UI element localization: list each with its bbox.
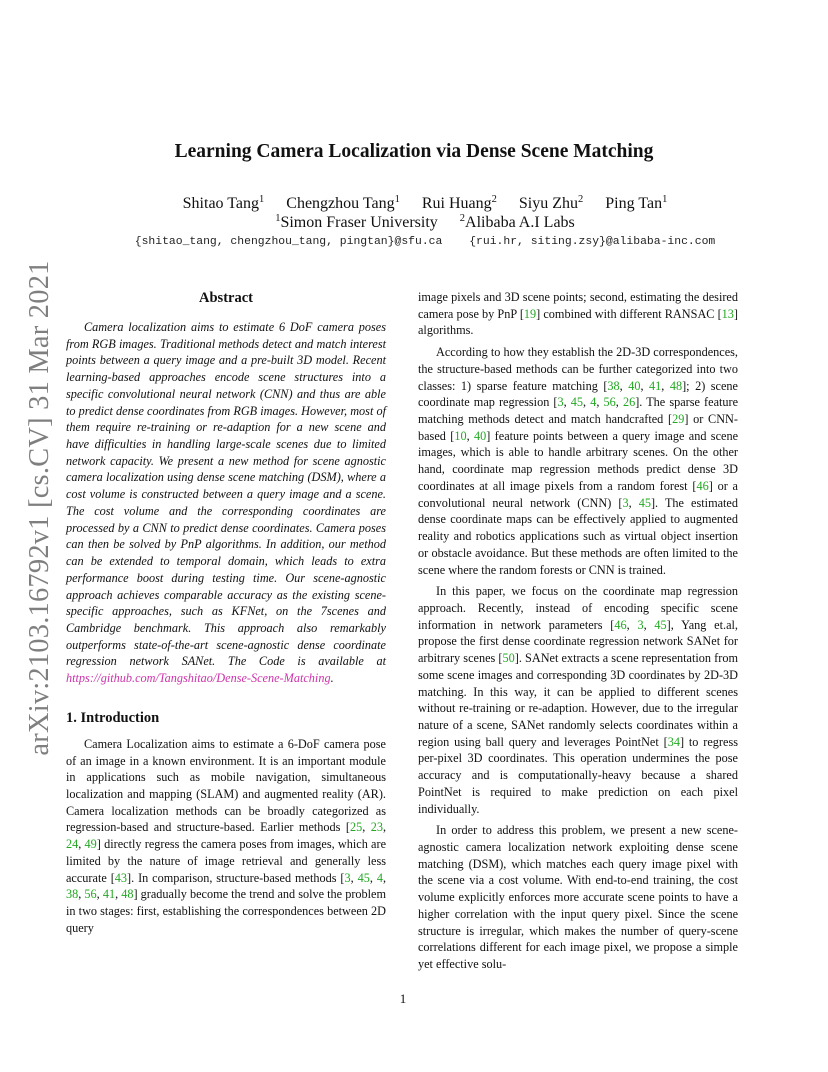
citation-link[interactable]: 24 bbox=[66, 837, 79, 852]
author: Ping Tan$^1$ bbox=[605, 194, 668, 212]
citation-link[interactable]: 49 bbox=[84, 837, 97, 852]
body-paragraph: According to how they establish the 2D-3D correspondences, the structure-based methods can be further categorized into two classes: 1) sparse feature matching [38, 40, 41, 48]; 2) scene coordinate map regression [3, 45, 4, 56, 26]. The sparse feature matching methods detect and match handcrafted [29] or CNN-based [10, 40] feature points between a query image and scene images, which is able to handle arbitrary scenes. On the other hand, coordinate map regression methods predict dense 3D coordinates at all image pixels from a random forest [46] or a convolutional neural network (CNN) [3, 45]. The estimated dense coordinate maps can be effectively applied to augmented reality and robotics applications such as virtual object insertion or obstacle avoidance. But these methods are often limited to the scene where the random forests or CNN is trained. bbox=[418, 345, 739, 577]
citation-link[interactable]: 50 bbox=[502, 651, 515, 666]
affiliation-list bbox=[0, 214, 828, 232]
citation-link[interactable]: 45 bbox=[357, 870, 370, 885]
citation-link[interactable]: 29 bbox=[672, 412, 685, 427]
author-list bbox=[0, 195, 828, 213]
citation-link[interactable]: 4 bbox=[376, 870, 383, 885]
email-list bbox=[0, 236, 828, 248]
arxiv-identifier: arXiv:2103.16792v1 [cs.CV] 31 Mar 2021 bbox=[24, 260, 55, 756]
citation-link[interactable]: 45 bbox=[654, 617, 667, 632]
citation-link[interactable]: 26 bbox=[622, 395, 636, 410]
citation-link[interactable]: 38 bbox=[607, 378, 620, 393]
citation-link[interactable]: 45 bbox=[570, 395, 584, 410]
citation-link[interactable]: 46 bbox=[696, 478, 709, 493]
citation-link[interactable]: 41 bbox=[649, 378, 662, 393]
citation-link[interactable]: 3 bbox=[622, 495, 629, 510]
abstract-heading: Abstract bbox=[199, 290, 253, 306]
citation-link[interactable]: 38 bbox=[66, 887, 79, 902]
author: Siyu Zhu$^2$ bbox=[518, 194, 584, 212]
citation-link[interactable]: 40 bbox=[628, 378, 641, 393]
citation-link[interactable]: 48 bbox=[121, 887, 134, 902]
body-paragraph: In this paper, we focus on the coordinate map regression approach. Recently, instead of encoding specific scene information in network parameters [46, 3, 45], Yang et.al, propose the first dense coordinate regression network SANet for arbitrary scenes [50]. SANet extracts a scene representation from some scene images and corresponding 3D coordinates by 2D-3D matching. In this way, it can be applied to different scenes without re-training or re-adaption. However, due to the irregular nature of a scene, SANet randomly selects coordinates within a region using ball query and leverages PointNet [34] to regress per-pixel 3D coordinates. This operation undermines the pose accuracy and is computationally-heavy because a shared PointNet is required to make prediction on each pixel individually. bbox=[418, 584, 738, 816]
intro-paragraph: Camera Localization aims to estimate a 6-DoF camera pose of an image in a known environment. It is an important module in applications such as mobile navigation, simultaneous localization and mapping (SLAM) and augmented reality (AR). Camera localization methods can be broadly categorized as regression-based and structure-based. Earlier methods [25, 23, 24, 49] directly regress the camera poses from images, which are limited by the nature of image retrieval and generally less accurate [43]. In comparison, structure-based methods [3, 45, 4, 38, 56, 41, 48] gradually become the trend and solve the problem in two stages: first, establishing the correspondences between 2D query bbox=[66, 736, 387, 935]
email-alibaba: {rui.hr, siting.zsy}@alibaba-inc.com bbox=[469, 236, 716, 248]
citation-link[interactable]: 43 bbox=[114, 870, 128, 885]
affiliation: $^2$Alibaba A.I Labs bbox=[459, 213, 575, 231]
citation-link[interactable]: 41 bbox=[102, 887, 116, 902]
abstract-text: Camera localization aims to estimate 6 DoF camera poses from RGB images. Traditional methods detect and match interest points between a query image and a pre-built 3D model. Recent learning-based approaches encode scene structures into a specific convolutional neural network (CNN) and thus are able to predict dense coordinates from RGB images. However, most of them require re-training or re-adaption for a new scene and have difficulties in handling large-scale scenes due to limited network capacity. We present a new method for scene agnostic camera localization using dense scene matching (DSM), where a cost volume is constructed between a query image and a scene. The cost volume and the corresponding coordinates are processed by a CNN to predict dense coordinates. Camera poses can then be solved by PnP algorithms. In addition, our method can be extended to temporal domain, which leads to extra performance boost during testing time. Our scene-agnostic approach achieves comparable accuracy as the existing scene-specific approaches, such as KFNet, on the 7scenes and Cambridge benchmark. This approach also remarkably outperforms state-of-the-art scene-agnostic dense coordinate regression network SANet. The Code is available at https://github.com/Tangshitao/Dense-Scene-Matching. bbox=[66, 320, 386, 686]
citation-link[interactable]: 3 bbox=[557, 395, 564, 410]
paper-title: Learning Camera Localization via Dense Scene Matching bbox=[174, 141, 654, 162]
citation-link[interactable]: 19 bbox=[523, 306, 537, 321]
arxiv-sidebar bbox=[20, 260, 60, 756]
citation-link[interactable]: 23 bbox=[370, 820, 383, 835]
author: Rui Huang$^2$ bbox=[421, 194, 497, 212]
citation-link[interactable]: 13 bbox=[721, 306, 734, 321]
email-sfu: {shitao_tang, chengzhou_tang, pingtan}@sfu.ca bbox=[134, 236, 443, 248]
body-paragraph: image pixels and 3D scene points; second, estimating the desired camera pose by PnP [19] combined with different RANSAC [13] algorithms. bbox=[418, 290, 738, 338]
code-link[interactable]: https://github.com/Tangshitao/Dense-Scene-Matching bbox=[66, 671, 331, 686]
citation-link[interactable]: 46 bbox=[614, 617, 627, 632]
citation-link[interactable]: 56 bbox=[84, 887, 97, 902]
left-column bbox=[66, 289, 386, 936]
right-column bbox=[418, 289, 738, 973]
citation-link[interactable]: 25 bbox=[349, 820, 363, 835]
citation-link[interactable]: 3 bbox=[637, 617, 644, 632]
author: Chengzhou Tang$^1$ bbox=[286, 194, 400, 212]
citation-link[interactable]: 56 bbox=[603, 395, 616, 410]
affiliation: $^1$Simon Fraser University bbox=[275, 213, 438, 231]
citation-link[interactable]: 45 bbox=[638, 495, 651, 510]
section-heading-introduction: 1. Introduction bbox=[66, 709, 160, 726]
citation-link[interactable]: 40 bbox=[474, 428, 487, 443]
body-paragraph: In order to address this problem, we present a new scene-agnostic camera localization network exploiting dense scene matching (DSM), which matches each query image pixel with the scene via a cost volume. With end-to-end training, the cost volume explicitly enforces more accurate scene points to have a higher correlation with the input query pixel. Since the scene structure is irregular, which makes the number of query-scene correlations different for each image pixel, we propose a simple yet effective solu- bbox=[418, 823, 738, 972]
page-number: 1 bbox=[399, 991, 407, 1006]
author: Shitao Tang$^1$ bbox=[182, 194, 265, 212]
citation-link[interactable]: 10 bbox=[454, 428, 467, 443]
citation-link[interactable]: 3 bbox=[344, 870, 351, 885]
citation-link[interactable]: 4 bbox=[590, 395, 597, 410]
citation-link[interactable]: 48 bbox=[669, 378, 683, 393]
citation-link[interactable]: 34 bbox=[667, 734, 680, 749]
